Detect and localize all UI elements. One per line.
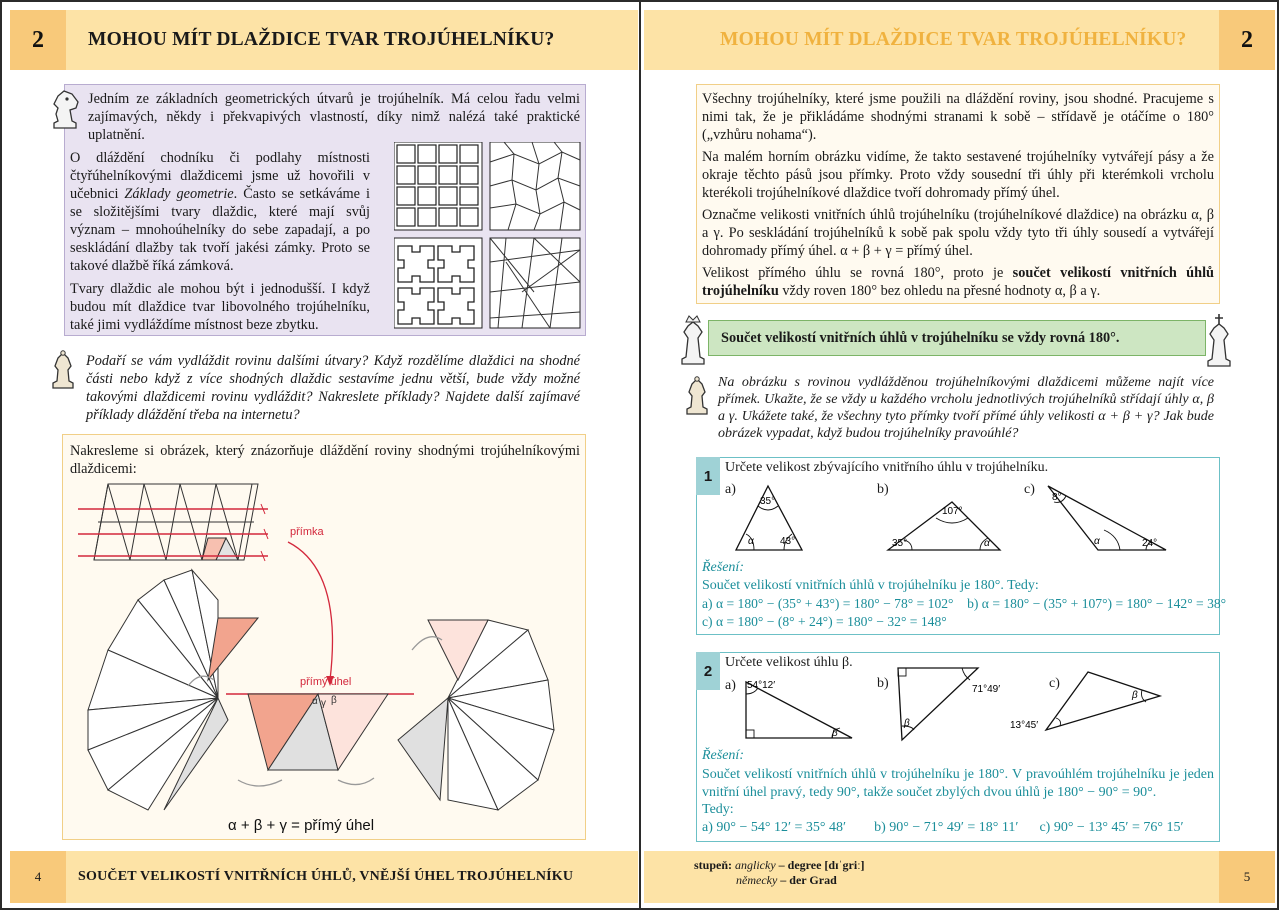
task-2-solution-head: Řešení: <box>702 748 744 763</box>
chapter-number: 2 <box>1219 10 1275 70</box>
svg-text:107°: 107° <box>942 506 963 517</box>
tiling-images <box>394 142 582 330</box>
right-page <box>642 2 1277 908</box>
intro-paragraph: Jedním ze základních geometrických útvarů je trojúhelník. Má celou řadu velmi zajímavých, někdy i překvapivých vlastností, díky nimž nalézá také praktické uplatnění. <box>88 91 580 143</box>
label-primka: přímka <box>290 526 324 538</box>
page-number: 4 <box>10 851 66 903</box>
task-1-solution-line1: Součet velikostí vnitřních úhlů v trojúhelníku je 180°. Tedy: <box>702 578 1039 593</box>
task-1-b-label: b) <box>877 482 889 497</box>
svg-text:α: α <box>984 538 990 549</box>
svg-text:8°: 8° <box>1052 492 1062 503</box>
task-1-c-label: c) <box>1024 482 1035 497</box>
task-2-a-label: a) <box>725 678 736 693</box>
task-1-number: 1 <box>696 457 720 495</box>
vocab-line-2: německy – der Grad <box>736 873 837 887</box>
question-paragraph: Podaří se vám vydláždit rovinu dalšími útvary? Když rozdělíme dlaždici na shodné části nebo když z více shodných dlaždic sestavíme jednu větší, bude vždy možné takovými dlaždicemi rovinu vydláždit? Nakreslete příklady? Najdete další zajímavé příklady dláždění třeba na internetu? <box>86 353 580 423</box>
paragraph-triangles: Tvary dlaždic ale mohou být i jednodušší. I když budou mít dlaždice tvar libovolného trojúhelníku, také jimi vydláždíme místnost beze zbytku. <box>70 281 370 333</box>
svg-text:β: β <box>1132 690 1138 701</box>
svg-text:71°49′: 71°49′ <box>972 684 1001 695</box>
task-2-triangles <box>732 664 1172 746</box>
svg-text:α: α <box>748 536 754 547</box>
svg-text:35°: 35° <box>892 538 908 549</box>
svg-text:β: β <box>904 718 910 729</box>
king-chess-icon <box>1204 312 1234 368</box>
page-title: MOHOU MÍT DLAŽDICE TVAR TROJÚHELNÍKU? <box>720 29 1187 50</box>
task-2-text: Určete velikost úhlu β. <box>725 655 853 670</box>
explanation-p4: Velikost přímého úhlu se rovná 180°, proto je součet velikostí vnitřních úhlů trojúhelníku vždy roven 180° bez ohledu na přesné hodnoty α, β a γ. <box>702 265 1214 299</box>
task-1-solution-line2: a) α = 180° − (35° + 43°) = 180° − 78° = 102° b) α = 180° − (35° + 107°) = 180° − 142° = 38° <box>702 596 1227 611</box>
svg-text:13°45′: 13°45′ <box>1010 720 1039 731</box>
task-2-solution-line2: Tedy: <box>702 802 734 817</box>
formula: α + β + γ = přímý úhel <box>228 817 375 834</box>
svg-text:24°: 24° <box>1142 538 1158 549</box>
svg-text:γ: γ <box>321 698 326 709</box>
task-1-triangles <box>732 478 1172 554</box>
page-gutter <box>639 2 641 908</box>
queen-chess-icon <box>678 312 708 366</box>
bishop-chess-icon <box>682 376 712 416</box>
knight-chess-icon <box>48 88 82 130</box>
figure-intro: Nakresleme si obrázek, který znázorňuje dláždění roviny shodnými trojúhelníkovými dlaždicemi: <box>70 443 580 477</box>
svg-text:35°: 35° <box>760 496 776 507</box>
task-2-b-label: b) <box>877 676 889 691</box>
svg-text:43°: 43° <box>780 536 796 547</box>
task-1-solution-head: Řešení: <box>702 560 744 575</box>
task-2-number: 2 <box>696 652 720 690</box>
svg-text:α: α <box>1094 536 1100 547</box>
task-1-solution-line3: c) α = 180° − (8° + 24°) = 180° − 32° = 148° <box>702 614 947 629</box>
svg-text:54°12′: 54°12′ <box>747 680 776 691</box>
task-1-text: Určete velikost zbývajícího vnitřního úhlu v trojúhelníku. <box>725 460 1049 475</box>
task-2-solution-line1: Součet velikostí vnitřních úhlů v trojúhelníku je 180°. V pravoúhlém trojúhelníku je jeden vnitřní úhel pravý, tedy 90°, takže součet zbylých dvou úhlů je 180° − 90° = 90°. <box>702 767 1214 800</box>
paragraph-tiles: O dláždění chodníku či podlahy místnosti čtyřúhelníkovými dlaždicemi jsme už hovořili v učebnici Základy geometrie. Často se setkáváme i se složitějšími tvary dlaždic, které mají svůj význam – mnohoúhelníky do sebe zapadají, a po seskládání dlažby tak tvoří jakési zámky. Proto se takové dlažbě říká zámková. <box>70 150 370 274</box>
svg-text:β: β <box>331 695 337 706</box>
left-page <box>2 2 640 908</box>
tiling-figure <box>68 480 580 838</box>
bishop-chess-icon <box>48 350 78 390</box>
footer-title: SOUČET VELIKOSTÍ VNITŘNÍCH ÚHLŮ, VNĚJŠÍ ÚHEL TROJÚHELNÍKU <box>78 869 574 884</box>
svg-text:α: α <box>312 696 318 707</box>
task-1-a-label: a) <box>725 482 736 497</box>
explanation-p1: Všechny trojúhelníky, které jsme použili na dláždění roviny, jsou shodné. Pracujeme s nimi tak, že je přikládáme shodnými stranami k sobě – střídavě je otáčíme o 180° („vzhůru nohama“). <box>702 91 1214 143</box>
rule-box: Součet velikostí vnitřních úhlů v trojúhelníku se vždy rovná 180°. <box>708 320 1206 356</box>
task-2-c-label: c) <box>1049 676 1060 691</box>
chapter-number: 2 <box>10 10 66 70</box>
svg-text:β: β <box>832 728 838 739</box>
label-primy-uhel: přímý úhel <box>300 676 352 688</box>
task-2-solution-line3: a) 90° − 54° 12′ = 35° 48′ b) 90° − 71° 49′ = 18° 11′ c) 90° − 13° 45′ = 76° 15′ <box>702 820 1184 835</box>
explanation-p2: Na malém horním obrázku vidíme, že takto sestavené trojúhelníky vytvářejí pásy a že okraje těchto pásů jsou přímky. Proto vždy sousední tři úhly při kterémkoli vrcholu kterékoli trojúhelníkové dlaždice tvoří dohromady přímý úhel. <box>702 149 1214 201</box>
question-paragraph: Na obrázku s rovinou vydlážděnou trojúhelníkovými dlaždicemi můžeme najít více přímek. Ukažte, že se vždy u každého vrcholu jednotlivých trojúhelníků střídají úhly α, β a γ. Ukážete také, že všechny tyto přímky tvoří přímé úhly velikosti α + β + γ? Jak bude obrázek vypadat, když budou trojúhelníky pravoúhlé? <box>718 375 1214 441</box>
explanation-p3: Označme velikosti vnitřních úhlů trojúhelníku (trojúhelníkové dlaždice) na obrázku α, β a γ. Po seskládání trojúhelníků k sobě pak spolu vždy tyto tři úhly sousedí a vytvářejí dohromady přímý úhel. α + β + γ = přímý úhel. <box>702 207 1214 259</box>
page-title: MOHOU MÍT DLAŽDICE TVAR TROJÚHELNÍKU? <box>88 29 555 50</box>
page-number: 5 <box>1219 851 1275 903</box>
vocab-line-1: stupeň: anglicky – degree [dɪˈgriː] <box>694 858 865 872</box>
